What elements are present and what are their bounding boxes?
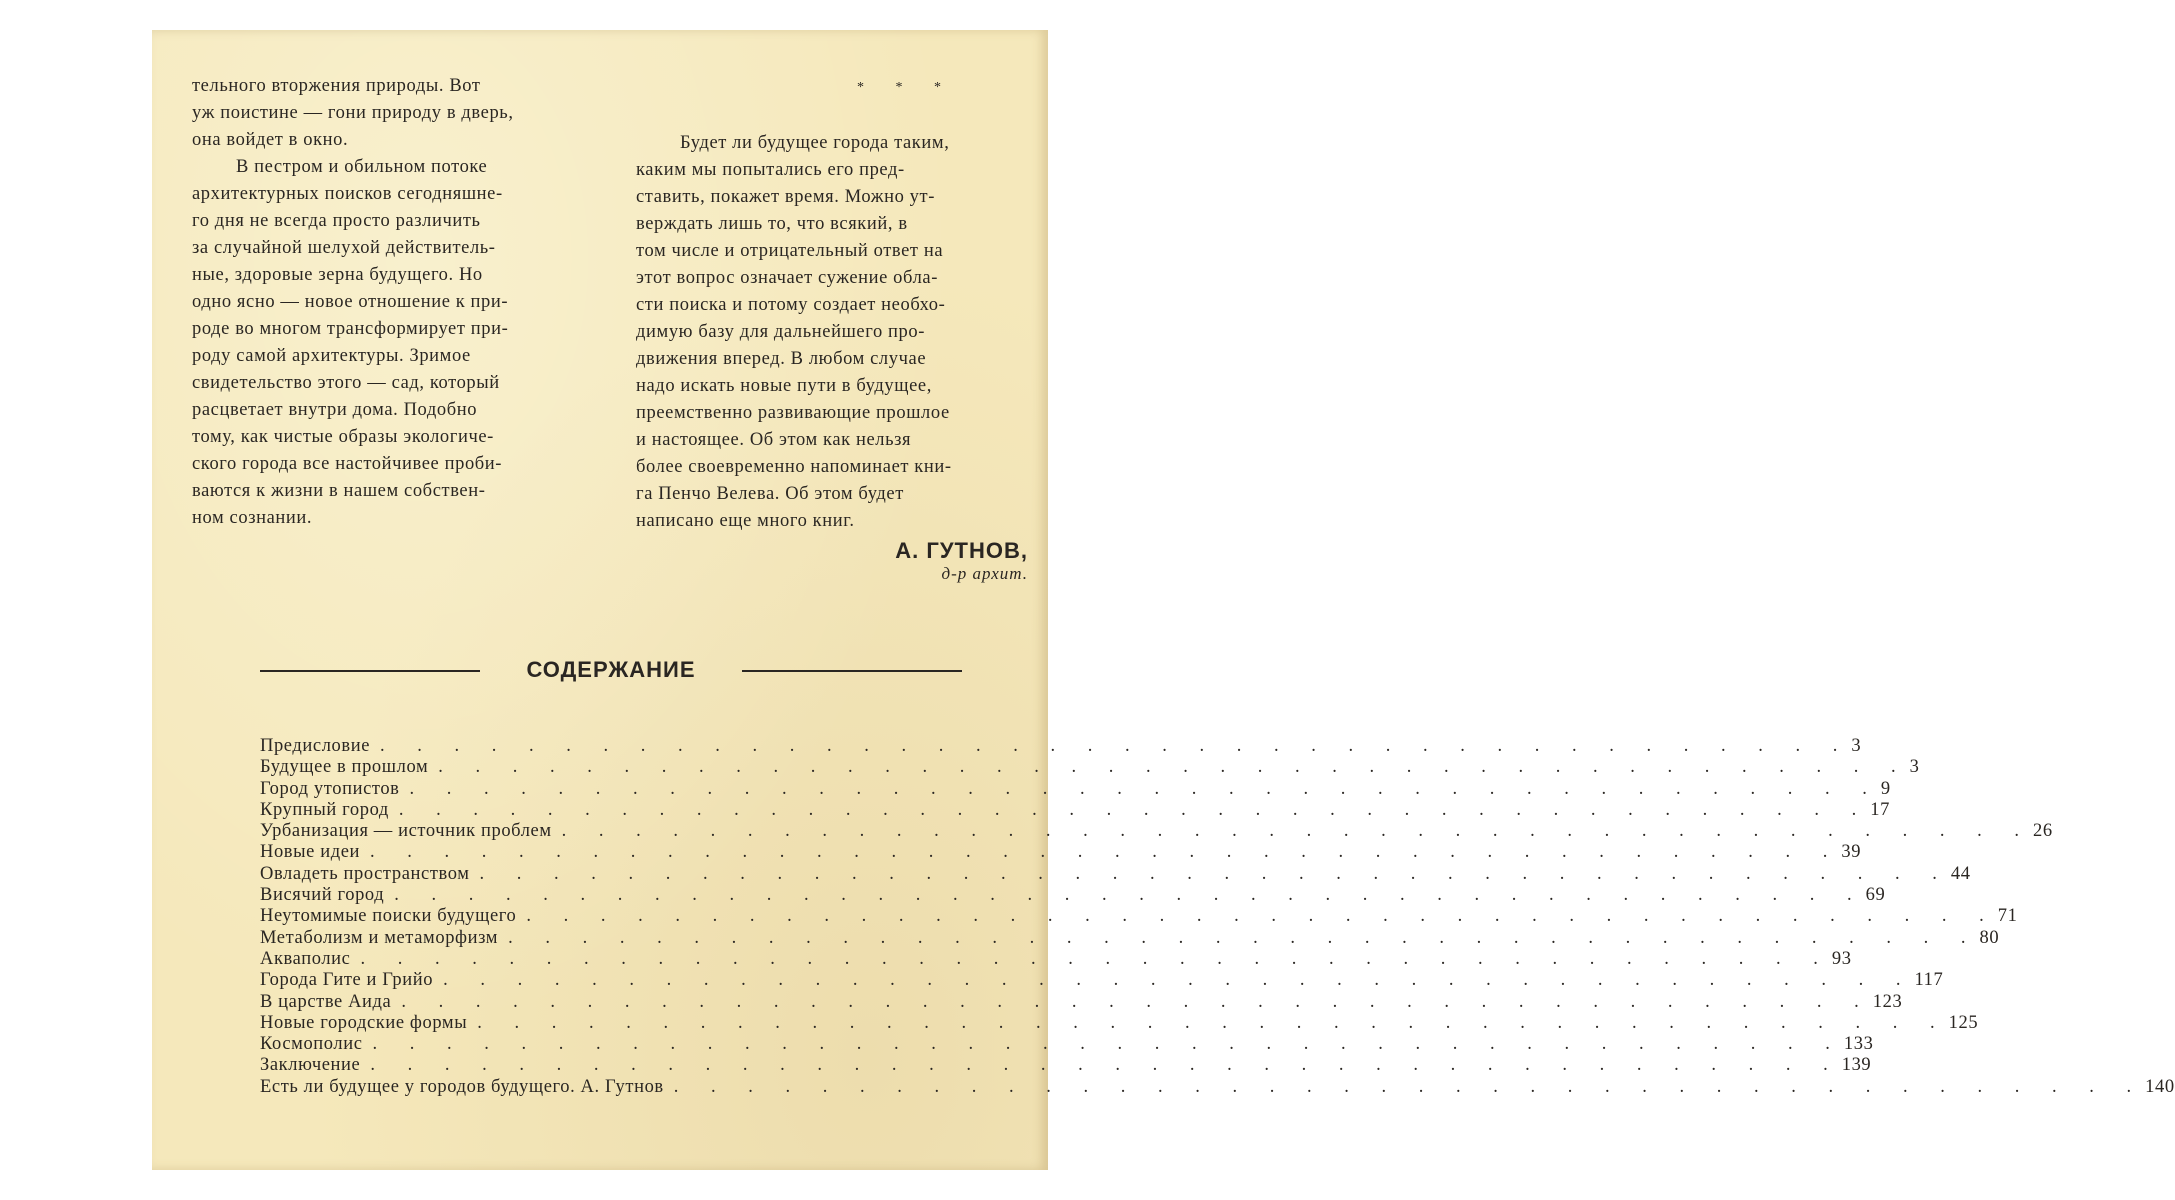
toc-entry-page: 133 xyxy=(1843,1034,1874,1055)
toc-entry xyxy=(260,1012,1979,1034)
toc-entry xyxy=(260,1076,2175,1098)
toc-entry-page: 71 xyxy=(1997,906,2018,927)
table-of-contents xyxy=(260,736,2175,1098)
toc-entry-title: Есть ли будущее у городов будущего. А. Гутнов xyxy=(260,1076,664,1097)
toc-entry-title: Акваполис xyxy=(260,948,351,969)
toc-entry-title: Города Гите и Грийо xyxy=(260,970,434,991)
toc-entry-page: 44 xyxy=(1950,863,1971,884)
toc-entry-page: 80 xyxy=(1979,927,2000,948)
author-name: А. ГУТНОВ, xyxy=(895,538,1028,563)
toc-entry-title: Будущее в прошлом xyxy=(260,757,429,778)
toc-entry-title: Заключение xyxy=(260,1055,361,1076)
toc-entry xyxy=(260,863,1971,885)
text-line: верждать лишь то, что всякий, в xyxy=(636,214,908,234)
text-line: го дня не всегда просто различить xyxy=(192,211,481,231)
toc-entry xyxy=(260,757,1920,778)
text-line: расцветает внутри дома. Подобно xyxy=(192,400,478,420)
text-line: димую базу для дальнейшего про- xyxy=(636,322,925,342)
toc-leader-dots: . . . . . . . . . . . . . . . . . . . . . . . . . . . . . . . . . . . . . . . . xyxy=(508,927,1980,948)
text-line: сти поиска и потому создает необхо- xyxy=(636,295,946,315)
toc-entry xyxy=(260,778,1891,800)
text-line: за случайной шелухой действитель- xyxy=(192,238,496,258)
toc-entry xyxy=(260,991,1903,1013)
toc-leader-dots: . . . . . . . . . . . . . . . . . . . . . . . . . . . . . . . . . . . . . . . . xyxy=(401,991,1873,1012)
book-page xyxy=(152,30,2175,1170)
toc-entry-title: Предисловие xyxy=(260,736,371,756)
text-line: том числе и отрицательный ответ на xyxy=(636,241,944,261)
toc-leader-dots: . . . . . . . . . . . . . . . . . . . . . . . . . . . . . . . . . . . . . . . . xyxy=(370,842,1842,863)
section-separator: * * * xyxy=(857,80,955,95)
toc-entry-title: Город утопистов xyxy=(260,778,400,799)
toc-entry-page: 93 xyxy=(1831,948,1852,969)
text-line: ского города все настойчивее проби- xyxy=(192,454,503,474)
toc-leader-dots: . . . . . . . . . . . . . . . . . . . . . . . . . . . . . . . . . . . . . . . . xyxy=(372,1034,1844,1055)
toc-leader-dots: . . . . . . . . . . . . . . . . . . . . . . . . . . . . . . . . . . . . . . . . xyxy=(380,736,1852,756)
toc-entry-page: 139 xyxy=(1841,1055,1872,1076)
toc-entry xyxy=(260,1055,1872,1076)
text-line: Будет ли будущее города таким, xyxy=(680,133,950,153)
toc-entry-page: 17 xyxy=(1870,799,1890,820)
toc-leader-dots: . . . . . . . . . . . . . . . . . . . . . . . . . . . . . . . . . . . . . . . . xyxy=(409,778,1881,799)
toc-entry-title: Новые идеи xyxy=(260,842,361,863)
toc-heading: СОДЕРЖАНИЕ xyxy=(526,657,696,682)
text-line: роде во многом трансформирует при- xyxy=(192,319,509,339)
text-line: более своевременно напоминает кни- xyxy=(636,457,952,477)
text-line: В пестром и обильном потоке xyxy=(236,157,488,177)
text-line: и настоящее. Об этом как нельзя xyxy=(636,430,912,450)
toc-leader-dots: . . . . . . . . . . . . . . . . . . . . . . . . . . . . . . . . . . . . . . . . xyxy=(477,1012,1949,1033)
toc-entry xyxy=(260,906,2018,927)
text-line: роду самой архитектуры. Зримое xyxy=(192,346,471,366)
toc-entry-title: Космополис xyxy=(260,1034,363,1055)
toc-entry xyxy=(260,970,1944,991)
toc-entry xyxy=(260,736,1862,757)
toc-entry-page: 69 xyxy=(1865,885,1886,906)
toc-entry-page: 39 xyxy=(1841,842,1862,863)
toc-entry-title: Метаболизм и метаморфизм xyxy=(260,927,499,948)
toc-entry xyxy=(260,799,1890,821)
text-line: га Пенчо Велева. Об этом будет xyxy=(636,484,904,504)
toc-leader-dots: . . . . . . . . . . . . . . . . . . . . . . . . . . . . . . . . . . . . . . . . xyxy=(526,906,1998,927)
toc-entry-title: Крупный город xyxy=(260,799,389,820)
toc-entry-page: 117 xyxy=(1914,970,1944,991)
text-line: ные, здоровые зерна будущего. Но xyxy=(192,265,483,285)
text-line: ставить, покажет время. Можно ут- xyxy=(636,187,935,207)
toc-entry-page: 3 xyxy=(1909,757,1920,778)
spacer xyxy=(636,103,1026,130)
toc-entry-page: 26 xyxy=(2033,821,2053,842)
toc-leader-dots: . . . . . . . . . . . . . . . . . . . . . . . . . . . . . . . . . . . . . . . . xyxy=(561,821,2034,842)
text-line: движения вперед. В любом случае xyxy=(636,349,927,369)
toc-entry xyxy=(260,948,1852,970)
toc-entry xyxy=(260,842,1862,863)
toc-leader-dots: . . . . . . . . . . . . . . . . . . . . . . . . . . . . . . . . . . . . . . . . xyxy=(360,948,1832,969)
text-line: она войдет в окно. xyxy=(192,130,349,150)
text-line: свидетельство этого — сад, который xyxy=(192,373,500,393)
text-line: архитектурных поисков сегодняшне- xyxy=(192,184,503,204)
toc-entry-page: 140 xyxy=(2145,1076,2175,1097)
text-line: ваются к жизни в нашем собствен- xyxy=(192,481,486,501)
text-line: тельного вторжения природы. Вот xyxy=(192,76,481,96)
toc-leader-dots: . . . . . . . . . . . . . . . . . . . . . . . . . . . . . . . . . . . . . . . . xyxy=(398,799,1871,820)
text-line: преемственно развивающие прошлое xyxy=(636,403,950,423)
toc-entry-page: 3 xyxy=(1851,736,1862,756)
right-text-column xyxy=(636,73,1026,535)
toc-entry-title: Урбанизация — источник проблем xyxy=(260,821,552,842)
toc-leader-dots: . . . . . . . . . . . . . . . . . . . . . . . . . . . . . . . . . . . . . . . . xyxy=(479,863,1951,884)
text-line: написано еще много книг. xyxy=(636,511,855,531)
toc-entry-title: Новые городские формы xyxy=(260,1012,468,1033)
toc-heading-row xyxy=(260,655,962,685)
text-line: уж поистине — гони природу в дверь, xyxy=(192,103,514,123)
text-line: этот вопрос означает сужение обла- xyxy=(636,268,938,288)
toc-leader-dots: . . . . . . . . . . . . . . . . . . . . . . . . . . . . . . . . . . . . . . . . xyxy=(438,757,1910,778)
left-text-column xyxy=(192,73,574,532)
toc-entry-title: Висячий город xyxy=(260,885,385,906)
author-signature xyxy=(895,538,1028,584)
text-line: ном сознании. xyxy=(192,508,313,528)
toc-entry xyxy=(260,1034,1874,1055)
text-line: тому, как чистые образы экологиче- xyxy=(192,427,494,447)
heading-rule-right xyxy=(742,670,962,672)
toc-entry-page: 125 xyxy=(1948,1012,1979,1033)
author-title: д-р архит. xyxy=(941,564,1028,583)
toc-leader-dots: . . . . . . . . . . . . . . . . . . . . . . . . . . . . . . . . . . . . . . . . xyxy=(673,1076,2146,1097)
toc-leader-dots: . . . . . . . . . . . . . . . . . . . . . . . . . . . . . . . . . . . . . . . . xyxy=(370,1055,1842,1076)
toc-entry-title: Неутомимые поиски будущего xyxy=(260,906,517,927)
text-line: надо искать новые пути в будущее, xyxy=(636,376,932,396)
toc-entry-page: 9 xyxy=(1880,778,1891,799)
text-line: каким мы попытались его пред- xyxy=(636,160,905,180)
text-line: одно ясно — новое отношение к при- xyxy=(192,292,509,312)
toc-entry-title: Овладеть пространством xyxy=(260,863,470,884)
toc-leader-dots: . . . . . . . . . . . . . . . . . . . . . . . . . . . . . . . . . . . . . . . . xyxy=(443,970,1915,991)
toc-leader-dots: . . . . . . . . . . . . . . . . . . . . . . . . . . . . . . . . . . . . . . . . xyxy=(394,885,1866,906)
toc-entry xyxy=(260,821,2053,842)
toc-entry-page: 123 xyxy=(1872,991,1903,1012)
toc-entry xyxy=(260,927,2000,949)
toc-entry xyxy=(260,885,1886,906)
toc-entry-title: В царстве Аида xyxy=(260,991,392,1012)
